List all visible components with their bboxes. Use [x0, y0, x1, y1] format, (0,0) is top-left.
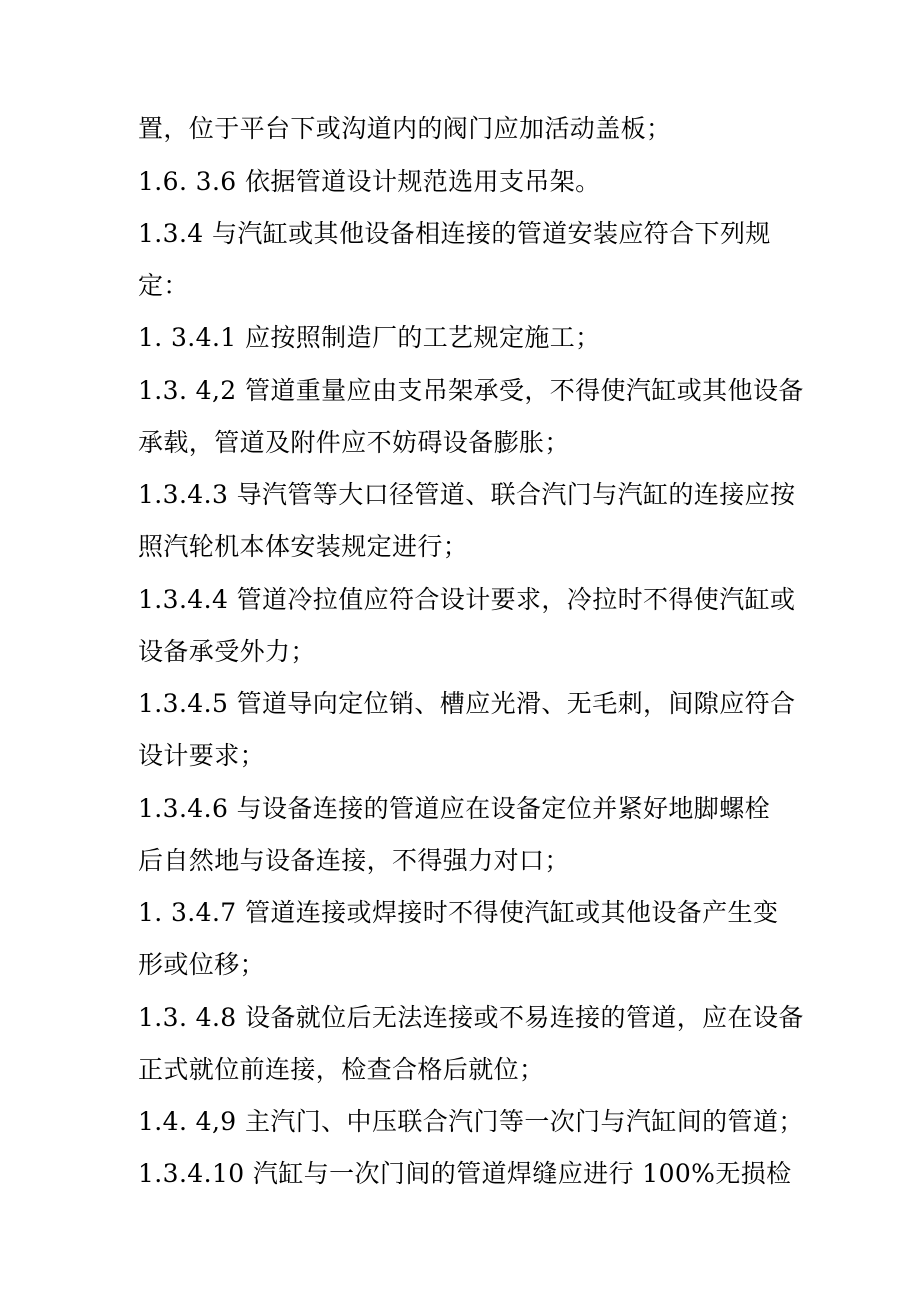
- text-line: 设计要求；: [138, 741, 266, 770]
- text-line: 置，位于平台下或沟道内的阀门应加活动盖板；: [138, 114, 672, 143]
- text-line: 1.3.4 与汽缸或其他设备相连接的管道安装应符合下列规: [138, 219, 771, 248]
- text-line: 1. 3.4.7 管道连接或焊接时不得使汽缸或其他设备产生变: [138, 898, 779, 927]
- text-line: 1. 3.4.1 应按照制造厂的工艺规定施工；: [138, 323, 601, 352]
- text-line: 1.6. 3.6 依据管道设计规范选用支吊架。: [138, 167, 601, 196]
- text-line: 1.3. 4,2 管道重量应由支吊架承受，不得使汽缸或其他设备: [138, 376, 804, 405]
- text-line: 形或位移；: [138, 950, 266, 979]
- text-line: 正式就位前连接，检查合格后就位；: [138, 1055, 545, 1084]
- text-line: 1.3.4.10 汽缸与一次门间的管道焊缝应进行 100%无损检: [138, 1159, 792, 1188]
- text-line: 1.3. 4.8 设备就位后无法连接或不易连接的管道，应在设备: [138, 1003, 804, 1032]
- text-line: 定：: [138, 271, 189, 300]
- text-line: 1.3.4.3 导汽管等大口径管道、联合汽门与汽缸的连接应按: [138, 480, 796, 509]
- text-line: 1.3.4.4 管道冷拉值应符合设计要求，冷拉时不得使汽缸或: [138, 585, 796, 614]
- text-line: 1.3.4.6 与设备连接的管道应在设备定位并紧好地脚螺栓: [138, 794, 771, 823]
- text-line: 照汽轮机本体安装规定进行；: [138, 532, 469, 561]
- text-line: 承载，管道及附件应不妨碍设备膨胀；: [138, 428, 570, 457]
- text-line: 1.4. 4,9 主汽门、中压联合汽门等一次门与汽缸间的管道；: [138, 1107, 804, 1136]
- text-line: 后自然地与设备连接，不得强力对口；: [138, 846, 570, 875]
- text-line: 设备承受外力；: [138, 637, 316, 666]
- text-line: 1.3.4.5 管道导向定位销、槽应光滑、无毛刺，间隙应符合: [138, 689, 796, 718]
